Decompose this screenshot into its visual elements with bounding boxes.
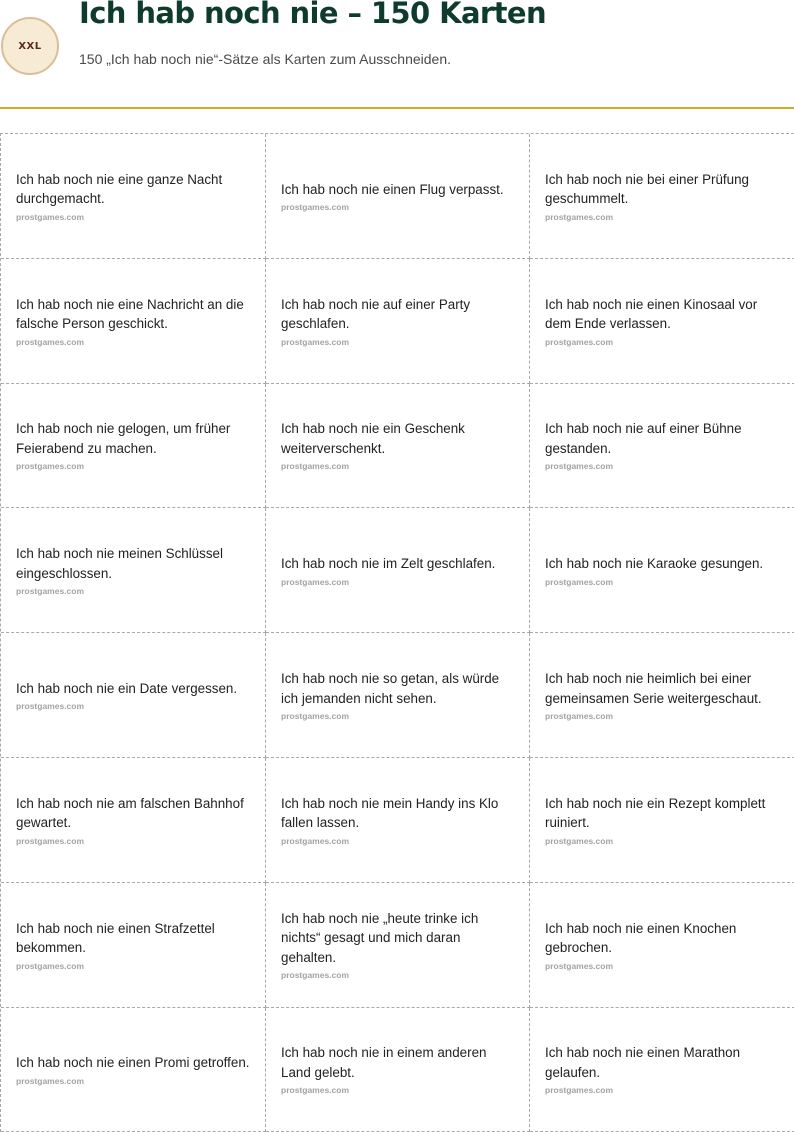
card-brand-label: prostgames.com — [16, 1075, 85, 1086]
cut-out-card — [1, 758, 266, 883]
card-brand-label: prostgames.com — [545, 960, 614, 971]
cut-out-card — [266, 508, 530, 633]
card-statement: Ich hab noch nie ein Date vergessen. — [16, 680, 238, 696]
card-brand-label: prostgames.com — [281, 461, 350, 472]
card-statement: Ich hab noch nie einen Kinosaal vor dem Ende verlassen. — [545, 296, 758, 332]
card-statement: Ich hab noch nie einen Marathon gelaufen. — [545, 1045, 741, 1080]
card-brand-label: prostgames.com — [281, 835, 350, 846]
xxl-badge-logo — [1, 17, 59, 75]
cut-out-card — [266, 384, 530, 509]
card-statement: Ich hab noch nie eine ganze Nacht durchgemacht. — [16, 171, 223, 207]
cut-out-card — [266, 758, 530, 883]
cut-out-card — [266, 633, 530, 758]
card-brand-label: prostgames.com — [281, 711, 350, 722]
card-brand-label: prostgames.com — [545, 211, 614, 222]
cut-out-card — [1, 1008, 266, 1132]
card-brand-label: prostgames.com — [16, 586, 85, 597]
card-statement: Ich hab noch nie am falschen Bahnhof gewartet. — [16, 795, 244, 831]
cut-out-card — [1, 259, 266, 384]
card-brand-label: prostgames.com — [545, 835, 614, 846]
card-statement: Ich hab noch nie einen Flug verpasst. — [281, 181, 504, 197]
card-brand-label: prostgames.com — [16, 835, 85, 846]
card-grid — [0, 133, 794, 1132]
card-brand-label: prostgames.com — [545, 1085, 614, 1096]
card-brand-label: prostgames.com — [545, 461, 614, 472]
card-statement: Ich hab noch nie meinen Schlüssel eingeschlossen. — [16, 546, 223, 581]
cut-out-card — [1, 633, 266, 758]
cut-out-card — [530, 384, 794, 509]
card-statement: Ich hab noch nie ein Rezept komplett ruiniert. — [545, 795, 766, 831]
card-statement: Ich hab noch nie mein Handy ins Klo fallen lassen. — [281, 795, 499, 831]
card-statement: Ich hab noch nie heimlich bei einer gemeinsamen Serie weitergeschaut. — [545, 671, 762, 706]
card-statement: Ich hab noch nie auf einer Party geschlafen. — [281, 296, 471, 332]
card-statement: Ich hab noch nie bei einer Prüfung geschummelt. — [545, 171, 749, 207]
card-brand-label: prostgames.com — [16, 701, 85, 712]
cut-out-card — [1, 883, 266, 1008]
card-statement: Ich hab noch nie eine Nachricht an die falsche Person geschickt. — [16, 296, 244, 332]
cut-out-card — [266, 883, 530, 1008]
card-brand-label: prostgames.com — [16, 960, 85, 971]
card-brand-label: prostgames.com — [281, 202, 350, 213]
card-brand-label: prostgames.com — [16, 461, 85, 472]
card-brand-label: prostgames.com — [545, 336, 614, 347]
cut-out-card — [1, 384, 266, 509]
card-statement: Ich hab noch nie in einem anderen Land gelebt. — [281, 1045, 487, 1080]
cut-out-card — [530, 883, 794, 1008]
cut-out-card — [266, 1008, 530, 1132]
cut-out-card — [530, 508, 794, 633]
cut-out-card — [266, 134, 530, 259]
page-title: Ich hab noch nie – 150 Karten — [79, 0, 546, 30]
card-statement: Ich hab noch nie gelogen, um früher Feierabend zu machen. — [16, 421, 231, 456]
cut-out-card — [530, 633, 794, 758]
card-statement: Ich hab noch nie auf einer Bühne gestanden. — [545, 421, 742, 456]
card-brand-label: prostgames.com — [281, 970, 350, 981]
card-brand-label: prostgames.com — [281, 576, 350, 587]
card-statement: Ich hab noch nie so getan, als würde ich jemanden nicht sehen. — [281, 671, 500, 706]
card-brand-label: prostgames.com — [16, 211, 85, 222]
card-statement: Ich hab noch nie einen Strafzettel bekommen. — [16, 920, 215, 956]
card-statement: Ich hab noch nie einen Knochen gebrochen. — [545, 920, 737, 956]
card-brand-label: prostgames.com — [281, 336, 350, 347]
card-statement: Ich hab noch nie Karaoke gesungen. — [545, 556, 764, 572]
card-statement: Ich hab noch nie einen Promi getroffen. — [16, 1055, 250, 1071]
cut-out-card — [266, 259, 530, 384]
cut-out-card — [530, 259, 794, 384]
card-statement: Ich hab noch nie ein Geschenk weiterverschenkt. — [281, 421, 465, 456]
logo-label: XXL — [18, 40, 42, 52]
card-brand-label: prostgames.com — [545, 576, 614, 587]
card-brand-label: prostgames.com — [281, 1085, 350, 1096]
card-statement: Ich hab noch nie im Zelt geschlafen. — [281, 556, 496, 572]
cut-out-card — [530, 134, 794, 259]
card-brand-label: prostgames.com — [545, 711, 614, 722]
cut-out-card — [1, 134, 266, 259]
card-brand-label: prostgames.com — [16, 336, 85, 347]
cut-out-card — [530, 758, 794, 883]
cut-out-card — [1, 508, 266, 633]
card-statement: Ich hab noch nie „heute trinke ich nichts“ gesagt und mich daran gehalten. — [281, 910, 479, 965]
cut-out-card — [530, 1008, 794, 1132]
page-header — [0, 0, 794, 109]
page-subtitle: 150 „Ich hab noch nie“-Sätze als Karten zum Ausschneiden. — [79, 51, 451, 67]
